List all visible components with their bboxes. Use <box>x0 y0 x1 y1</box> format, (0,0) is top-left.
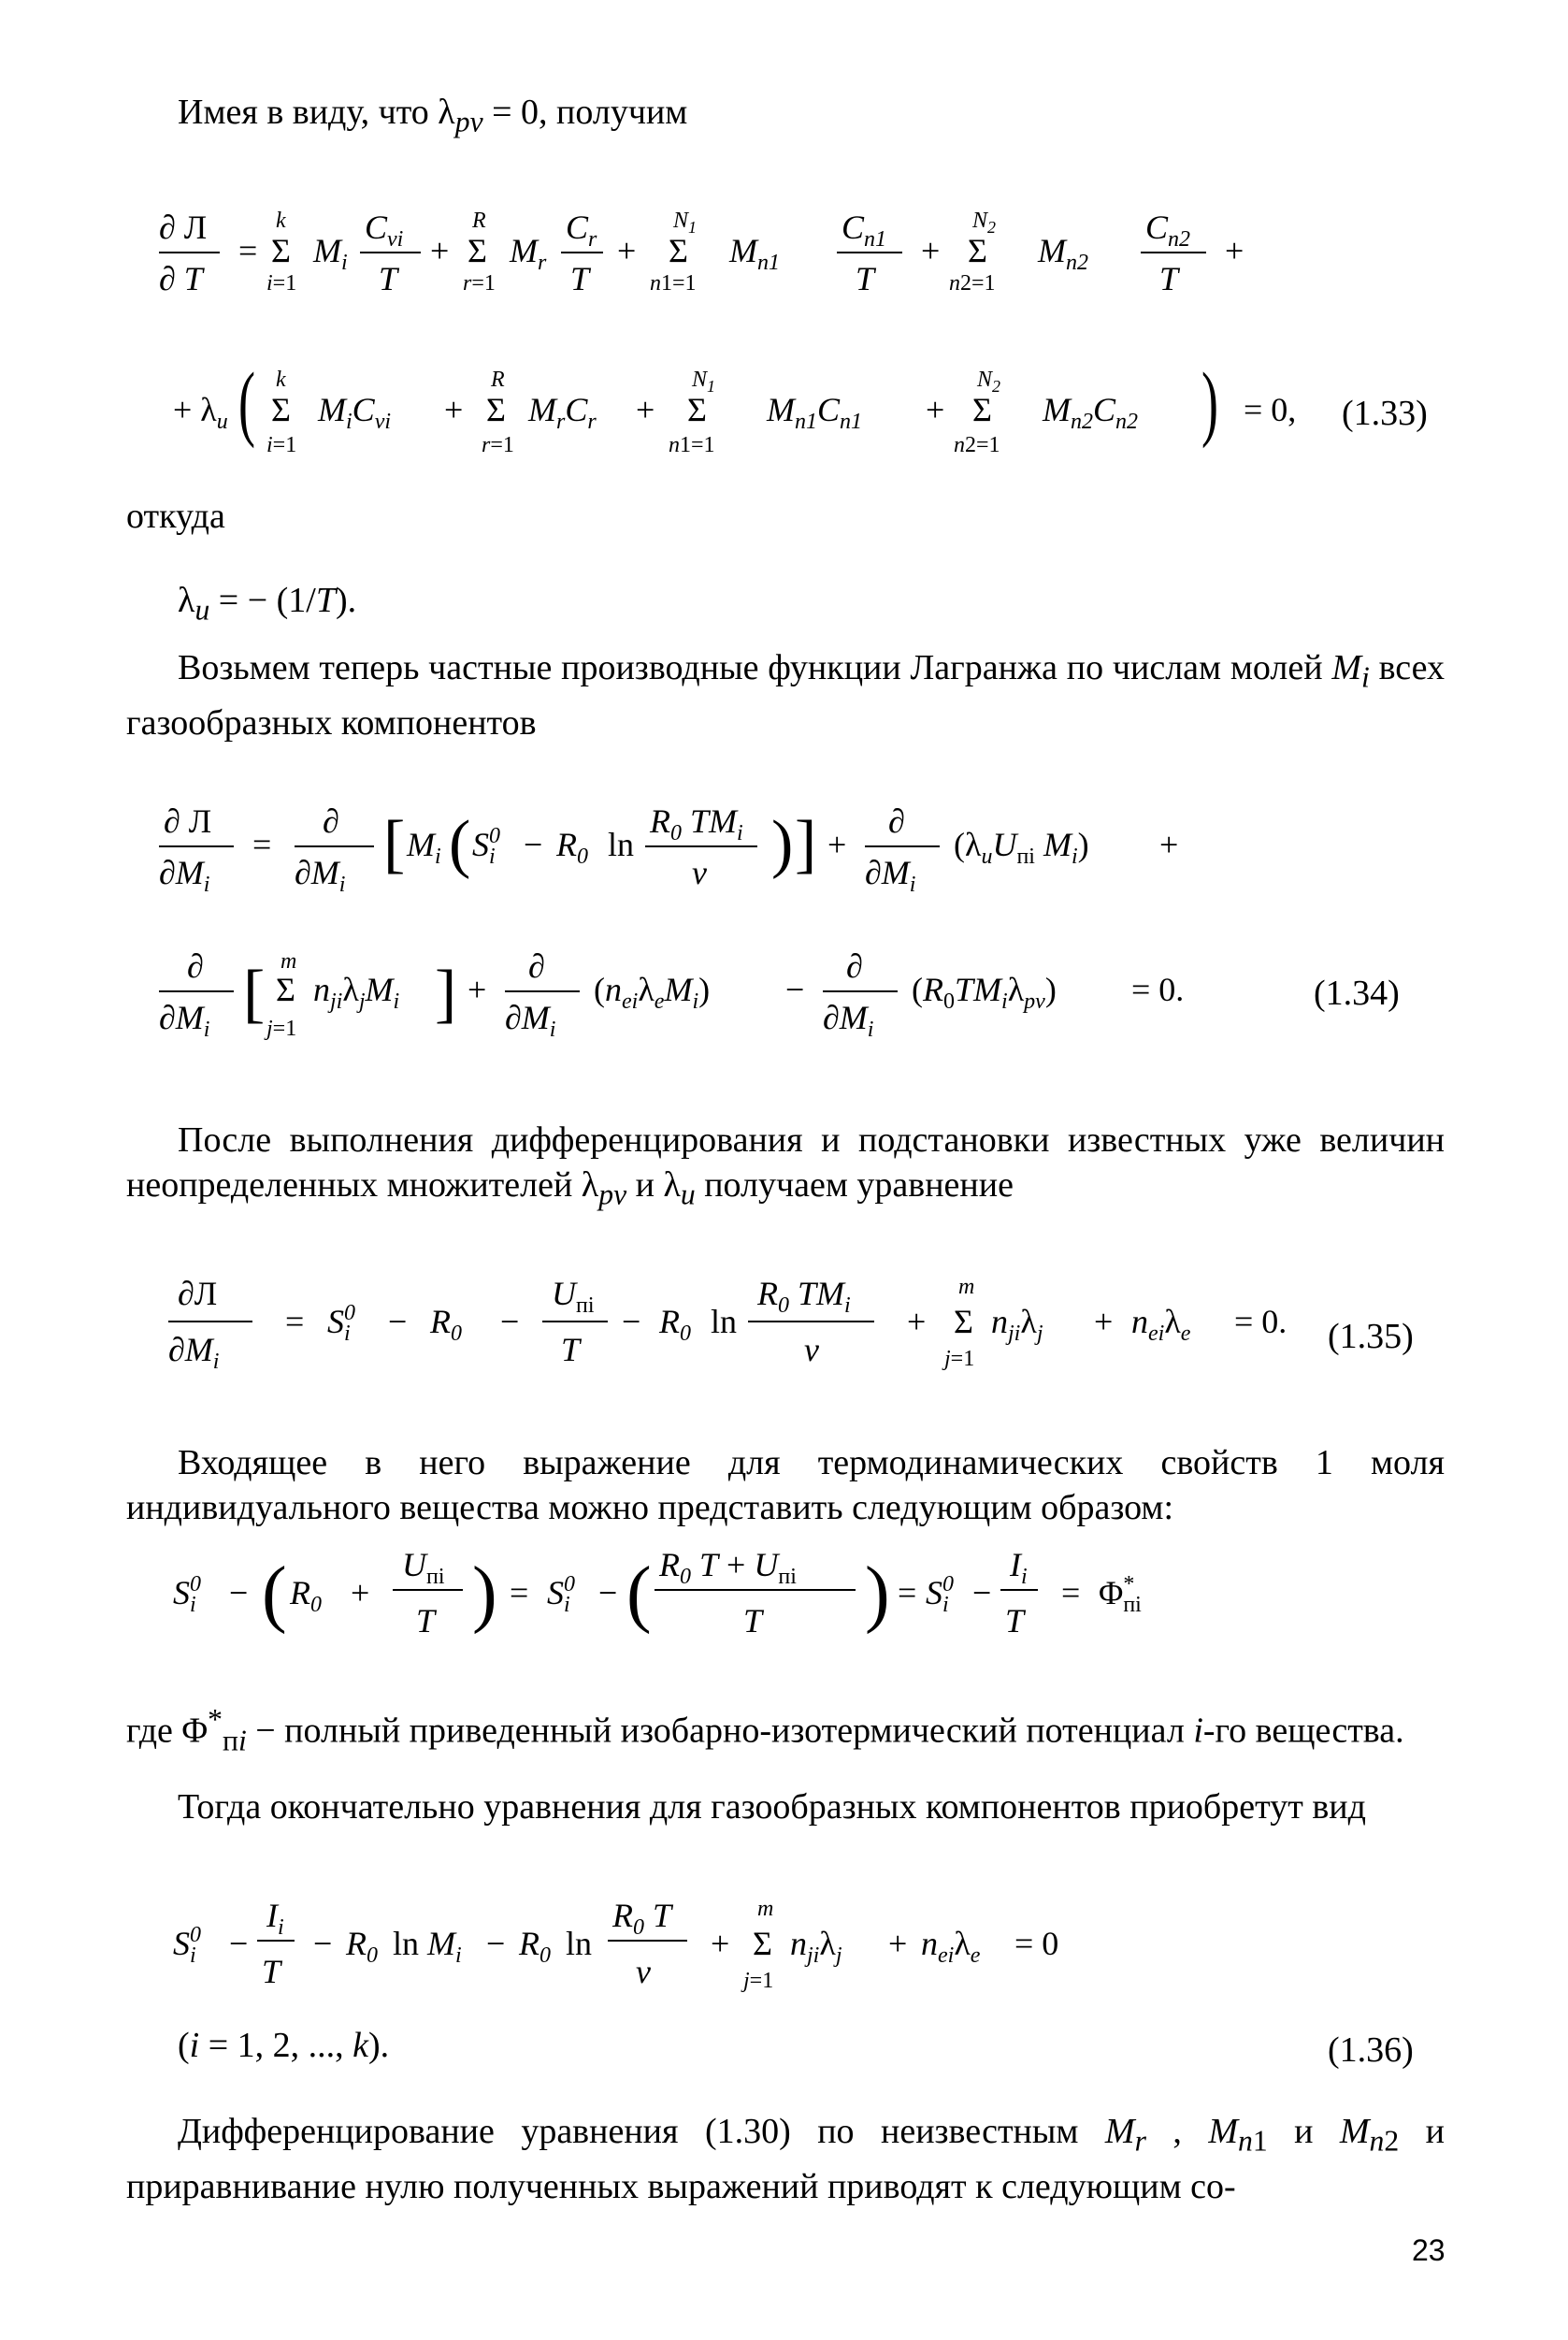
svg-text:m: m <box>958 1275 975 1299</box>
svg-text:∂: ∂ <box>187 947 204 985</box>
svg-text:∂: ∂ <box>888 802 905 840</box>
svg-text:Mi: $M_i$ <box>313 232 348 275</box>
equation-1-33 <box>150 201 1440 482</box>
svg-text:n2=1: n2=1 <box>954 433 1000 457</box>
svg-text:T: T <box>561 1331 581 1368</box>
paragraph-final-equations: Тогда окончательно уравнения для газообразных компонентов приобретут вид <box>178 1787 1366 1827</box>
svg-text:Σ: Σ <box>687 391 707 428</box>
svg-text:S0i: $S^0$ i <box>472 824 500 869</box>
svg-text:(neiλeMi): $(n_{ei}\lambda_eM_i)$ <box>594 971 711 1014</box>
svg-text:∂Л: ∂Л <box>178 1275 218 1312</box>
svg-text:Mn2Cn2: $M_{n2}C_{n2}$ <box>1043 391 1139 434</box>
svg-text:∂Mi: $\partial M_i$ <box>159 999 210 1042</box>
svg-text:=: = <box>285 1303 305 1340</box>
svg-text:∂ Л: ∂ Л <box>159 209 208 246</box>
svg-text:(R0TMiλpv): $(R_0TM_i\lambda_{pv})$ <box>912 971 1057 1014</box>
svg-text:neiλe: $n_{ei}\lambda_e$ <box>1131 1303 1191 1346</box>
svg-text:S0i: $S^0$ i <box>547 1572 575 1617</box>
index-range: (i = 1, 2, ..., k). <box>178 2026 390 2065</box>
svg-text:= 0.: = 0. <box>1234 1303 1287 1340</box>
svg-text:=: = <box>252 826 272 863</box>
svg-text:Σ: Σ <box>276 971 295 1008</box>
svg-text:∂Mi: $\partial M_i$ <box>865 854 916 897</box>
svg-text:Cn1: $C_{n1}$ <box>842 209 887 252</box>
svg-text:S0i: $S^0$ i <box>173 1572 201 1617</box>
svg-text:Σ: Σ <box>954 1303 973 1340</box>
svg-text:= 0.: = 0. <box>1131 971 1185 1008</box>
svg-text:k: k <box>276 209 286 233</box>
svg-text:N1: $N_1$ <box>673 209 698 237</box>
svg-text:=: = <box>898 1574 917 1611</box>
svg-text:n2=1: n2=1 <box>949 271 996 296</box>
svg-text:Cr: $C_r$ <box>566 209 597 252</box>
svg-text:+: + <box>926 391 945 428</box>
paragraph-differentiation-1-30: Дифференцирование уравнения (1.30) по неизвестным $M_r$ , $M_{n1}$ и $M_{n2}$ и приравнивание нулю полученных выражений приводят к следующим со- <box>126 2112 1445 2206</box>
svg-text:R0 TMi: $R_0$ $TM_i$ <box>757 1275 851 1318</box>
svg-text:+: + <box>1094 1303 1114 1340</box>
svg-text:∂ Л: ∂ Л <box>164 802 212 840</box>
svg-text:T: T <box>856 260 875 297</box>
svg-text:T: T <box>743 1602 763 1639</box>
svg-text:S0i: $S^0$ i <box>173 1923 201 1968</box>
paragraph-thermo-properties: Входящее в него выражение для термодинамических свойств 1 моля индивидуального вещества можно представить следующим образом: <box>126 1443 1445 1527</box>
svg-text:(: ( <box>238 356 255 450</box>
paragraph-after-differentiation: После выполнения дифференцирования и подстановки известных уже величин неопределенных множителей $\lambda_{pv}$ и $\lambda_u$ получаем уравнение <box>126 1120 1445 1211</box>
svg-text:−: − <box>500 1303 520 1340</box>
svg-text:R0 TMi: $R_0$ $TM_i$ <box>650 802 743 845</box>
svg-text:R: R <box>472 209 486 233</box>
svg-text:Σ: Σ <box>753 1925 772 1962</box>
svg-text:−: − <box>598 1574 618 1611</box>
svg-text:Σ: Σ <box>271 391 291 428</box>
svg-text:T: T <box>416 1602 436 1639</box>
paragraph-lagrange-derivatives: Возьмем теперь частные производные функции Лагранжа по числам молей $M_i$ всех газообразных компонентов <box>126 648 1445 743</box>
svg-text:∂Mi: $\partial M_i$ <box>159 854 210 897</box>
svg-text:v: v <box>692 854 707 891</box>
equation-number-1-35: (1.35) <box>1328 1317 1414 1356</box>
svg-text:Ii: $I_i$ <box>1010 1546 1028 1589</box>
svg-text:R0: $R_0$ <box>430 1303 462 1346</box>
svg-text:Σ: Σ <box>486 391 506 428</box>
svg-text:Mn2: $M_{n2}$ <box>1038 232 1088 275</box>
svg-text:N1: $N_1$ <box>692 368 716 396</box>
svg-text:MiCvi: $M_iC_{vi}$ <box>318 391 392 434</box>
svg-text:R0 T + Uпi: $R_0$ $T + U_{пi}$ <box>659 1546 797 1589</box>
svg-text:Σ: Σ <box>669 232 688 269</box>
svg-text:+: + <box>617 232 637 269</box>
svg-text:Σ: Σ <box>968 232 987 269</box>
svg-text:−: − <box>622 1303 641 1340</box>
svg-text:Mr: $M_r$ <box>510 232 547 275</box>
svg-text:]: ] <box>435 958 457 1030</box>
svg-text:R0: $R_0$ <box>556 826 588 869</box>
svg-text:Σ: Σ <box>972 391 992 428</box>
equation-1-36 <box>164 1889 1239 2020</box>
svg-text:Mi: $M_i$ <box>407 826 441 869</box>
svg-text:T: T <box>570 260 590 297</box>
svg-text:S0i: $S^0$ i <box>327 1301 355 1346</box>
svg-text:−: − <box>229 1925 249 1962</box>
svg-text:[: [ <box>243 958 266 1030</box>
svg-text:R0: $R_0$ <box>519 1925 551 1968</box>
svg-text:Mn1: $M_{n1}$ <box>729 232 780 275</box>
svg-text:=: = <box>1061 1574 1081 1611</box>
svg-text:R0 T: $R_0$ T <box>612 1897 672 1940</box>
svg-text:v: v <box>804 1331 819 1368</box>
svg-text:Σ: Σ <box>271 232 291 269</box>
svg-text:∂: ∂ <box>528 947 545 985</box>
svg-text:+: + <box>444 391 464 428</box>
svg-text:= 0: = 0 <box>1014 1925 1059 1962</box>
svg-text:[: [ <box>383 808 406 880</box>
svg-text:+: + <box>636 391 655 428</box>
paragraph-phi-definition: где $\Phi^*_{пi}$ − полный приведенный изобарно-изотермический потенциал i-го вещества. <box>126 1703 1404 1757</box>
svg-text:+: + <box>430 232 450 269</box>
svg-text:r=1: r=1 <box>463 271 496 296</box>
svg-text:n1=1: n1=1 <box>650 271 697 296</box>
equation-number-1-33: (1.33) <box>1342 394 1428 433</box>
svg-text:): ) <box>1201 356 1218 450</box>
svg-text:S0i: $S^0$ i <box>926 1572 954 1617</box>
svg-text:m: m <box>757 1897 774 1921</box>
svg-text:]: ] <box>795 808 817 880</box>
svg-text:ln: ln <box>711 1303 738 1340</box>
svg-text:ln: ln <box>608 826 635 863</box>
svg-text:j=1: j=1 <box>944 1347 975 1371</box>
svg-text:ln: ln <box>566 1925 593 1962</box>
svg-text:+: + <box>921 232 941 269</box>
svg-text:MrCr: $M_rC_r$ <box>528 391 597 434</box>
svg-text:+: + <box>1225 232 1244 269</box>
svg-text:Mn1Cn1: $M_{n1}C_{n1}$ <box>767 391 863 434</box>
svg-text:i=1: i=1 <box>266 271 297 296</box>
svg-text:−: − <box>524 826 543 863</box>
svg-text:): ) <box>472 1553 497 1635</box>
svg-text:=: = <box>238 232 258 269</box>
page-number: 23 <box>1412 2233 1446 2267</box>
svg-text:∂ T: ∂ T <box>159 260 203 297</box>
svg-text:T: T <box>1005 1602 1025 1639</box>
svg-text:∂: ∂ <box>846 947 863 985</box>
svg-text:∂Mi: $\partial M_i$ <box>295 854 346 897</box>
svg-text:j=1: j=1 <box>266 1017 297 1041</box>
svg-text:−: − <box>486 1925 506 1962</box>
svg-text:−: − <box>229 1574 249 1611</box>
svg-text:−: − <box>785 971 805 1008</box>
svg-text:+ λu: + $\lambda_u$ <box>173 391 228 434</box>
svg-text:njiλj: $n_{ji}\lambda_j$ <box>991 1303 1043 1346</box>
svg-text:= 0,: = 0, <box>1244 391 1297 428</box>
svg-text:∂Mi: $\partial M_i$ <box>505 999 556 1042</box>
svg-text:+: + <box>468 971 487 1008</box>
equation-1-35 <box>150 1267 1459 1398</box>
svg-text:(: ( <box>262 1553 287 1635</box>
svg-text:Cvi: $C_{vi}$ <box>365 209 404 252</box>
svg-text:): ) <box>771 808 794 880</box>
svg-text:R0: $R_0$ <box>346 1925 378 1968</box>
svg-text:=: = <box>510 1574 529 1611</box>
svg-text:∂Mi: $\partial M_i$ <box>168 1331 220 1374</box>
svg-text:T: T <box>1159 260 1179 297</box>
svg-text:N2: $N_2$ <box>972 209 997 237</box>
equation-1-34 <box>150 790 1440 1080</box>
svg-text:v: v <box>636 1953 651 1990</box>
svg-text:j=1: j=1 <box>743 1969 774 1993</box>
svg-text:R0: $R_0$ <box>659 1303 691 1346</box>
intro-line: Имея в виду, что $\lambda_{pv} = 0$, получим <box>178 93 688 138</box>
svg-text:T: T <box>379 260 398 297</box>
svg-text:−: − <box>972 1574 992 1611</box>
svg-text:+: + <box>711 1925 730 1962</box>
svg-text:∂: ∂ <box>323 802 339 840</box>
svg-text:−: − <box>388 1303 408 1340</box>
svg-text:Uпi: $U_{пi}$ <box>402 1546 445 1589</box>
svg-text:njiλj: $n_{ji}\lambda_j$ <box>790 1925 842 1968</box>
svg-text:(: ( <box>449 808 471 880</box>
svg-text:Ii: $I_i$ <box>266 1897 284 1940</box>
svg-text:∂Mi: $\partial M_i$ <box>823 999 874 1042</box>
svg-text:R0: $R_0$ <box>290 1574 322 1617</box>
svg-text:neiλe: $n_{ei}\lambda_e$ <box>921 1925 981 1968</box>
equation-number-1-36: (1.36) <box>1328 2030 1414 2070</box>
svg-text:): ) <box>865 1553 890 1635</box>
svg-text:+: + <box>827 826 847 863</box>
svg-text:r=1: r=1 <box>482 433 514 457</box>
svg-text:njiλjMi: $n_{ji}\lambda_jM_i$ <box>313 971 400 1014</box>
lambda-u-line: $\lambda_u$ = − (1/T). <box>178 581 357 627</box>
svg-text:(λuUпi Mi): ($\lambda_uU_{пi}$ $M_i$) <box>954 826 1089 869</box>
svg-text:N2: $N_2$ <box>977 368 1001 396</box>
svg-text:Σ: Σ <box>468 232 487 269</box>
svg-text:Uпi: $U_{пi}$ <box>552 1275 595 1318</box>
svg-text:ln Mi: $\ln M_i$ <box>393 1925 462 1968</box>
equation-number-1-34: (1.34) <box>1314 974 1400 1013</box>
text-otkuda: откуда <box>126 497 225 536</box>
svg-text:+: + <box>1159 826 1179 863</box>
svg-text:+: + <box>351 1574 370 1611</box>
svg-text:T: T <box>262 1953 281 1990</box>
svg-text:−: − <box>313 1925 333 1962</box>
svg-text:Cn2: $C_{n2}$ <box>1145 209 1191 252</box>
svg-text:+: + <box>907 1303 927 1340</box>
svg-text:Φ*пi: Φ* пi <box>1099 1572 1142 1617</box>
svg-text:k: k <box>276 368 286 392</box>
svg-text:i=1: i=1 <box>266 433 297 457</box>
svg-text:m: m <box>281 949 297 974</box>
svg-text:R: R <box>491 368 505 392</box>
svg-text:+: + <box>888 1925 908 1962</box>
svg-text:n1=1: n1=1 <box>669 433 715 457</box>
equation-phi <box>164 1534 1286 1674</box>
svg-text:(: ( <box>626 1553 652 1635</box>
